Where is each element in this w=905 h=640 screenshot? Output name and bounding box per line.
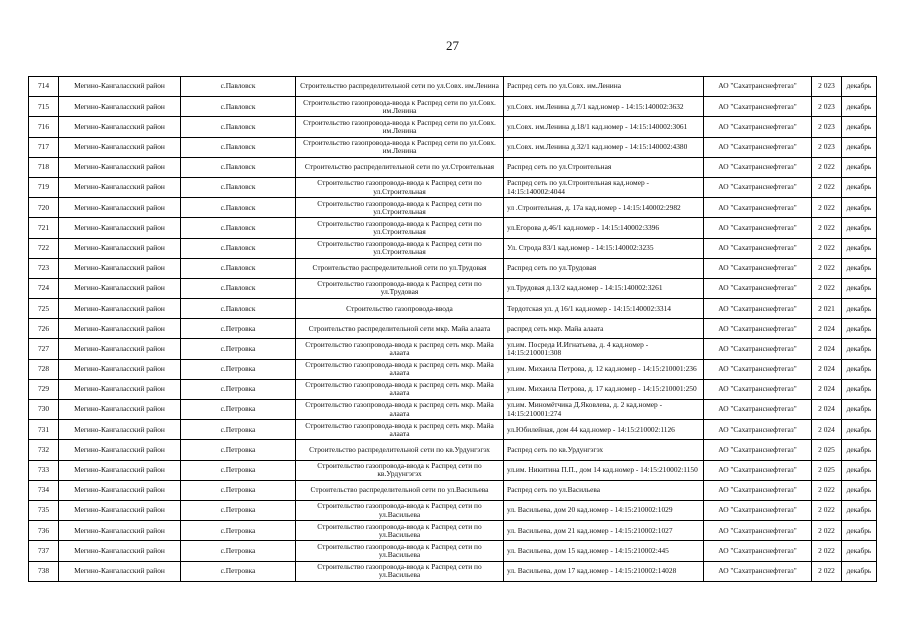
- table-row: [29, 258, 877, 278]
- month-cell: декабрь: [842, 97, 877, 117]
- object-address-cell: ул.Юбилейная, дом 44 кад.номер - 14:15:210002:1126: [504, 420, 704, 440]
- table-row: [29, 541, 877, 561]
- work-description-cell: Строительство газопровода-ввода к Распред сети по кв.Урдунгэгэх: [296, 460, 504, 480]
- organization-cell: АО "Сахатранснефтегаз": [704, 460, 812, 480]
- row-number: 728: [29, 359, 59, 379]
- organization-cell: АО "Сахатранснефтегаз": [704, 77, 812, 97]
- work-description-cell: Строительство газопровода-ввода к Распред сети по ул.Строительная: [296, 177, 504, 197]
- district-cell: Мегино-Кангаласский район: [59, 77, 181, 97]
- organization-cell: АО "Сахатранснефтегаз": [704, 198, 812, 218]
- row-number: 730: [29, 400, 59, 420]
- row-number: 714: [29, 77, 59, 97]
- year-cell: 2 021: [812, 299, 842, 319]
- year-cell: 2 022: [812, 177, 842, 197]
- month-cell: декабрь: [842, 359, 877, 379]
- row-number: 734: [29, 480, 59, 500]
- month-cell: декабрь: [842, 440, 877, 460]
- row-number: 725: [29, 299, 59, 319]
- table-row: [29, 319, 877, 339]
- village-cell: с.Петровка: [181, 400, 296, 420]
- work-description-cell: Строительство газопровода-ввода к Распред сети по ул.Строительная: [296, 238, 504, 258]
- table-row: [29, 117, 877, 137]
- year-cell: 2 024: [812, 400, 842, 420]
- year-cell: 2 022: [812, 218, 842, 238]
- row-number: 719: [29, 177, 59, 197]
- village-cell: с.Петровка: [181, 359, 296, 379]
- organization-cell: АО "Сахатранснефтегаз": [704, 521, 812, 541]
- district-cell: Мегино-Кангаласский район: [59, 238, 181, 258]
- organization-cell: АО "Сахатранснефтегаз": [704, 541, 812, 561]
- row-number: 729: [29, 379, 59, 399]
- village-cell: с.Павловск: [181, 238, 296, 258]
- object-address-cell: ул.им. Посреда И.Игнатьева, д. 4 кад.номер - 14:15:210001:308: [504, 339, 704, 359]
- month-cell: декабрь: [842, 77, 877, 97]
- table-row: [29, 97, 877, 117]
- district-cell: Мегино-Кангаласский район: [59, 400, 181, 420]
- year-cell: 2 022: [812, 541, 842, 561]
- organization-cell: АО "Сахатранснефтегаз": [704, 420, 812, 440]
- village-cell: с.Павловск: [181, 137, 296, 157]
- work-description-cell: Строительство газопровода-ввода к Распред сети по ул.Васильева: [296, 561, 504, 581]
- object-address-cell: ул.Трудовая д.13/2 кад.номер - 14:15:140002:3261: [504, 278, 704, 298]
- organization-cell: АО "Сахатранснефтегаз": [704, 440, 812, 460]
- year-cell: 2 022: [812, 500, 842, 520]
- row-number: 732: [29, 440, 59, 460]
- year-cell: 2 022: [812, 258, 842, 278]
- table-row: [29, 521, 877, 541]
- organization-cell: АО "Сахатранснефтегаз": [704, 379, 812, 399]
- district-cell: Мегино-Кангаласский район: [59, 117, 181, 137]
- object-address-cell: ул.Совх. им.Ленина д.7/1 кад.номер - 14:15:140002:3632: [504, 97, 704, 117]
- organization-cell: АО "Сахатранснефтегаз": [704, 117, 812, 137]
- district-cell: Мегино-Кангаласский район: [59, 177, 181, 197]
- organization-cell: АО "Сахатранснефтегаз": [704, 359, 812, 379]
- table-row: [29, 379, 877, 399]
- village-cell: с.Павловск: [181, 177, 296, 197]
- village-cell: с.Павловск: [181, 97, 296, 117]
- district-cell: Мегино-Кангаласский район: [59, 541, 181, 561]
- object-address-cell: Распред сеть по ул.Васильева: [504, 480, 704, 500]
- organization-cell: АО "Сахатранснефтегаз": [704, 177, 812, 197]
- object-address-cell: ул. Васильева, дом 17 кад.номер - 14:15:210002:14028: [504, 561, 704, 581]
- village-cell: с.Павловск: [181, 299, 296, 319]
- district-cell: Мегино-Кангаласский район: [59, 157, 181, 177]
- table-row: [29, 339, 877, 359]
- district-cell: Мегино-Кангаласский район: [59, 480, 181, 500]
- row-number: 716: [29, 117, 59, 137]
- district-cell: Мегино-Кангаласский район: [59, 198, 181, 218]
- district-cell: Мегино-Кангаласский район: [59, 339, 181, 359]
- district-cell: Мегино-Кангаласский район: [59, 97, 181, 117]
- work-description-cell: Строительство распределительной сети по ул.Трудовая: [296, 258, 504, 278]
- village-cell: с.Петровка: [181, 339, 296, 359]
- district-cell: Мегино-Кангаласский район: [59, 460, 181, 480]
- organization-cell: АО "Сахатранснефтегаз": [704, 299, 812, 319]
- month-cell: декабрь: [842, 521, 877, 541]
- object-address-cell: ул.им. Никитина П.П., дом 14 кад.номер - 14:15:210002:1150: [504, 460, 704, 480]
- table-row: [29, 157, 877, 177]
- month-cell: декабрь: [842, 137, 877, 157]
- work-description-cell: Строительство газопровода-ввода к Распред сети по ул.Строительная: [296, 198, 504, 218]
- district-cell: Мегино-Кангаласский район: [59, 440, 181, 460]
- month-cell: декабрь: [842, 480, 877, 500]
- organization-cell: АО "Сахатранснефтегаз": [704, 400, 812, 420]
- month-cell: декабрь: [842, 561, 877, 581]
- village-cell: с.Павловск: [181, 258, 296, 278]
- object-address-cell: ул.им. Миномётчика Д.Яковлева, д. 2 кад.номер - 14:15:210001:274: [504, 400, 704, 420]
- row-number: 715: [29, 97, 59, 117]
- month-cell: декабрь: [842, 460, 877, 480]
- organization-cell: АО "Сахатранснефтегаз": [704, 278, 812, 298]
- year-cell: 2 023: [812, 117, 842, 137]
- village-cell: с.Петровка: [181, 319, 296, 339]
- year-cell: 2 022: [812, 198, 842, 218]
- year-cell: 2 025: [812, 440, 842, 460]
- table-row: [29, 500, 877, 520]
- table-row: [29, 400, 877, 420]
- district-cell: Мегино-Кангаласский район: [59, 218, 181, 238]
- village-cell: с.Павловск: [181, 77, 296, 97]
- work-description-cell: Строительство газопровода-ввода к Распред сети по ул.Васильева: [296, 521, 504, 541]
- table-row: [29, 77, 877, 97]
- village-cell: с.Петровка: [181, 561, 296, 581]
- district-cell: Мегино-Кангаласский район: [59, 420, 181, 440]
- table-row: [29, 561, 877, 581]
- month-cell: декабрь: [842, 218, 877, 238]
- district-cell: Мегино-Кангаласский район: [59, 561, 181, 581]
- work-description-cell: Строительство газопровода-ввода к распред сеть мкр. Майа алаата: [296, 379, 504, 399]
- row-number: 717: [29, 137, 59, 157]
- table-row: [29, 299, 877, 319]
- month-cell: декабрь: [842, 117, 877, 137]
- page-number: 27: [446, 38, 459, 53]
- table-row: [29, 420, 877, 440]
- row-number: 720: [29, 198, 59, 218]
- month-cell: декабрь: [842, 339, 877, 359]
- village-cell: с.Павловск: [181, 278, 296, 298]
- row-number: 738: [29, 561, 59, 581]
- work-description-cell: Строительство газопровода-ввода к распред сеть мкр. Майа алаата: [296, 400, 504, 420]
- object-address-cell: Распред сеть по ул.Трудовая: [504, 258, 704, 278]
- table-row: [29, 440, 877, 460]
- village-cell: с.Петровка: [181, 379, 296, 399]
- table-row: [29, 238, 877, 258]
- row-number: 723: [29, 258, 59, 278]
- month-cell: декабрь: [842, 379, 877, 399]
- object-address-cell: ул.им. Михаила Петрова, д. 17 кад.номер - 14:15:210001:250: [504, 379, 704, 399]
- object-address-cell: Распред сеть по ул.Совх. им.Ленина: [504, 77, 704, 97]
- organization-cell: АО "Сахатранснефтегаз": [704, 500, 812, 520]
- work-description-cell: Строительство распределительной сети по ул.Совх. им.Ленина: [296, 77, 504, 97]
- object-address-cell: Тердотская ул. д 16/1 кад.номер - 14:15:140002:3314: [504, 299, 704, 319]
- year-cell: 2 024: [812, 379, 842, 399]
- organization-cell: АО "Сахатранснефтегаз": [704, 258, 812, 278]
- month-cell: декабрь: [842, 319, 877, 339]
- month-cell: декабрь: [842, 258, 877, 278]
- table-row: [29, 278, 877, 298]
- work-description-cell: Строительство распределительной сети по кв.Урдунгэгэх: [296, 440, 504, 460]
- work-description-cell: Строительство газопровода-ввода к распред сеть мкр. Майа алаата: [296, 359, 504, 379]
- row-number: 722: [29, 238, 59, 258]
- work-description-cell: Строительство газопровода-ввода к Распред сети по ул.Трудовая: [296, 278, 504, 298]
- table-row: [29, 137, 877, 157]
- village-cell: с.Петровка: [181, 420, 296, 440]
- work-description-cell: Строительство газопровода-ввода к Распред сети по ул.Строительная: [296, 218, 504, 238]
- object-address-cell: ул.им. Михаила Петрова, д. 12 кад.номер - 14:15:210001:236: [504, 359, 704, 379]
- organization-cell: АО "Сахатранснефтегаз": [704, 137, 812, 157]
- year-cell: 2 022: [812, 238, 842, 258]
- village-cell: с.Петровка: [181, 521, 296, 541]
- object-address-cell: распред сеть мкр. Майа алаата: [504, 319, 704, 339]
- year-cell: 2 022: [812, 157, 842, 177]
- object-address-cell: ул. Васильева, дом 21 кад.номер - 14:15:210002:1027: [504, 521, 704, 541]
- month-cell: декабрь: [842, 299, 877, 319]
- table-row: [29, 359, 877, 379]
- district-cell: Мегино-Кангаласский район: [59, 137, 181, 157]
- year-cell: 2 023: [812, 77, 842, 97]
- object-address-cell: Распред сеть по кв.Урдунгэгэх: [504, 440, 704, 460]
- row-number: 733: [29, 460, 59, 480]
- district-cell: Мегино-Кангаласский район: [59, 500, 181, 520]
- village-cell: с.Павловск: [181, 117, 296, 137]
- row-number: 726: [29, 319, 59, 339]
- month-cell: декабрь: [842, 400, 877, 420]
- row-number: 736: [29, 521, 59, 541]
- row-number: 727: [29, 339, 59, 359]
- year-cell: 2 025: [812, 460, 842, 480]
- object-address-cell: Распред сеть по ул.Строительная: [504, 157, 704, 177]
- table-row: [29, 460, 877, 480]
- work-description-cell: Строительство распределительной сети по ул.Васильева: [296, 480, 504, 500]
- village-cell: с.Павловск: [181, 198, 296, 218]
- object-address-cell: ул.Совх. им.Ленина д.32/1 кад.номер - 14:15:140002:4380: [504, 137, 704, 157]
- work-description-cell: Строительство распределительной сети мкр. Майа алаата: [296, 319, 504, 339]
- table-row: [29, 198, 877, 218]
- year-cell: 2 024: [812, 319, 842, 339]
- row-number: 735: [29, 500, 59, 520]
- table-body: [29, 77, 877, 582]
- year-cell: 2 024: [812, 420, 842, 440]
- object-address-cell: ул.Егорова д.46/1 кад.номер - 14:15:140002:3396: [504, 218, 704, 238]
- district-cell: Мегино-Кангаласский район: [59, 521, 181, 541]
- table-row: [29, 480, 877, 500]
- year-cell: 2 022: [812, 480, 842, 500]
- work-description-cell: Строительство газопровода-ввода к Распред сети по ул.Совх. им.Ленина: [296, 137, 504, 157]
- organization-cell: АО "Сахатранснефтегаз": [704, 339, 812, 359]
- month-cell: декабрь: [842, 278, 877, 298]
- row-number: 737: [29, 541, 59, 561]
- year-cell: 2 024: [812, 339, 842, 359]
- work-description-cell: Строительство газопровода-ввода к Распред сети по ул.Васильева: [296, 500, 504, 520]
- year-cell: 2 024: [812, 359, 842, 379]
- year-cell: 2 022: [812, 561, 842, 581]
- village-cell: с.Павловск: [181, 157, 296, 177]
- month-cell: декабрь: [842, 541, 877, 561]
- village-cell: с.Петровка: [181, 500, 296, 520]
- work-description-cell: Строительство распределительной сети по ул.Строительная: [296, 157, 504, 177]
- object-address-cell: Распред сеть по ул.Строительная кад.номер - 14:15:140002:4044: [504, 177, 704, 197]
- village-cell: с.Петровка: [181, 460, 296, 480]
- year-cell: 2 023: [812, 137, 842, 157]
- month-cell: декабрь: [842, 500, 877, 520]
- row-number: 731: [29, 420, 59, 440]
- month-cell: декабрь: [842, 238, 877, 258]
- object-address-cell: ул .Строительная, д. 17а кад.номер - 14:15:140002:2982: [504, 198, 704, 218]
- village-cell: с.Петровка: [181, 480, 296, 500]
- year-cell: 2 022: [812, 278, 842, 298]
- district-cell: Мегино-Кангаласский район: [59, 359, 181, 379]
- village-cell: с.Петровка: [181, 541, 296, 561]
- year-cell: 2 022: [812, 521, 842, 541]
- work-description-cell: Строительство газопровода-ввода к распред сеть мкр. Майа алаата: [296, 420, 504, 440]
- month-cell: декабрь: [842, 420, 877, 440]
- work-description-cell: Строительство газопровода-ввода к Распред сети по ул.Совх. им.Ленина: [296, 97, 504, 117]
- organization-cell: АО "Сахатранснефтегаз": [704, 238, 812, 258]
- object-address-cell: ул.Совх. им.Ленина д.18/1 кад.номер - 14:15:140002:3061: [504, 117, 704, 137]
- work-description-cell: Строительство газопровода-ввода: [296, 299, 504, 319]
- row-number: 718: [29, 157, 59, 177]
- village-cell: с.Павловск: [181, 218, 296, 238]
- district-cell: Мегино-Кангаласский район: [59, 258, 181, 278]
- district-cell: Мегино-Кангаласский район: [59, 299, 181, 319]
- organization-cell: АО "Сахатранснефтегаз": [704, 157, 812, 177]
- district-cell: Мегино-Кангаласский район: [59, 379, 181, 399]
- year-cell: 2 023: [812, 97, 842, 117]
- month-cell: декабрь: [842, 157, 877, 177]
- district-cell: Мегино-Кангаласский район: [59, 278, 181, 298]
- organization-cell: АО "Сахатранснефтегаз": [704, 319, 812, 339]
- organization-cell: АО "Сахатранснефтегаз": [704, 97, 812, 117]
- registry-table: [28, 76, 877, 582]
- table-row: [29, 218, 877, 238]
- row-number: 724: [29, 278, 59, 298]
- village-cell: с.Петровка: [181, 440, 296, 460]
- object-address-cell: Ул. Строда 83/1 кад.номер - 14:15:140002:3235: [504, 238, 704, 258]
- month-cell: декабрь: [842, 177, 877, 197]
- organization-cell: АО "Сахатранснефтегаз": [704, 561, 812, 581]
- month-cell: декабрь: [842, 198, 877, 218]
- organization-cell: АО "Сахатранснефтегаз": [704, 480, 812, 500]
- district-cell: Мегино-Кангаласский район: [59, 319, 181, 339]
- work-description-cell: Строительство газопровода-ввода к распред сеть мкр. Майа алаата: [296, 339, 504, 359]
- work-description-cell: Строительство газопровода-ввода к Распред сети по ул.Васильева: [296, 541, 504, 561]
- row-number: 721: [29, 218, 59, 238]
- table-row: [29, 177, 877, 197]
- work-description-cell: Строительство газопровода-ввода к Распред сети по ул.Совх. им.Ленина: [296, 117, 504, 137]
- object-address-cell: ул. Васильева, дом 15 кад.номер - 14:15:210002:445: [504, 541, 704, 561]
- object-address-cell: ул. Васильева, дом 20 кад.номер - 14:15:210002:1029: [504, 500, 704, 520]
- organization-cell: АО "Сахатранснефтегаз": [704, 218, 812, 238]
